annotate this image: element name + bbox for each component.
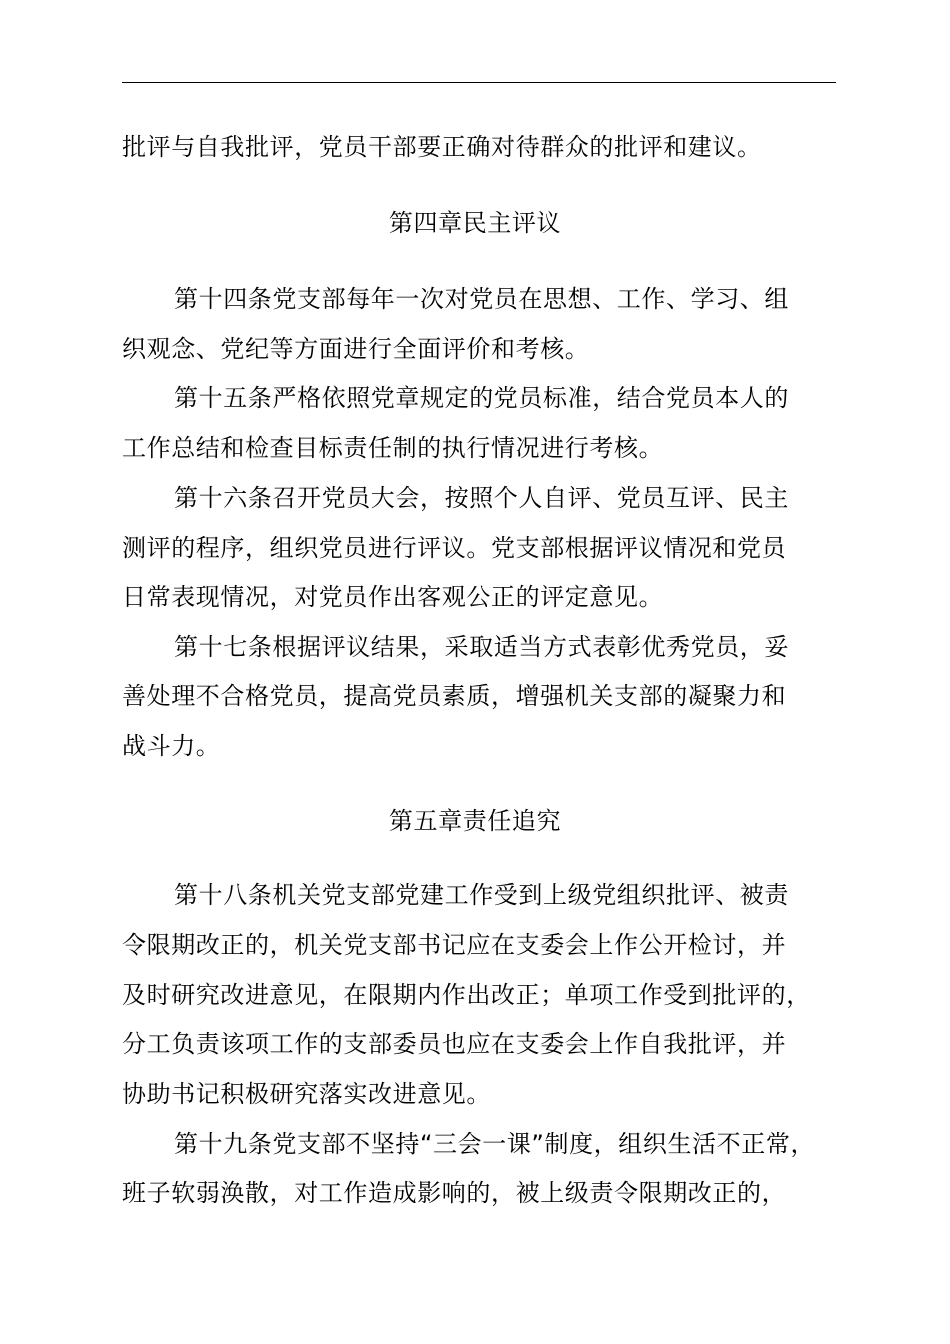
article-18-line-1: 第十八条机关党支部党建工作受到上级党组织批评、被责: [174, 881, 789, 909]
article-15-line-1: 第十五条严格依照党章规定的党员标准，结合党员本人的: [174, 384, 789, 412]
article-17-line-2: 善处理不合格党员，提高党员素质，增强机关支部的凝聚力和: [122, 682, 787, 710]
chapter-heading-4: 第四章民主评议: [388, 209, 562, 237]
article-16-line-1: 第十六条召开党员大会，按照个人自评、党员互评、民主: [174, 484, 789, 512]
text-line: 批评与自我批评，党员干部要正确对待群众的批评和建议。: [122, 133, 762, 161]
article-19-line-1: 第十九条党支部不坚持“三会一课”制度，组织生活不正常，: [174, 1130, 816, 1158]
chapter-heading-5: 第五章责任追究: [388, 807, 562, 835]
article-18-line-3: 及时研究改进意见，在限期内作出改正；单项工作受到批评的，: [122, 981, 811, 1009]
article-14-line-2: 织观念、党纪等方面进行全面评价和考核。: [122, 335, 590, 363]
header-rule: [122, 82, 836, 83]
article-18-line-2: 令限期改正的，机关党支部书记应在支委会上作公开检讨，并: [122, 931, 787, 959]
article-16-line-3: 日常表现情况，对党员作出客观公正的评定意见。: [122, 583, 664, 611]
article-18-line-5: 协助书记积极研究落实改进意见。: [122, 1080, 491, 1108]
article-19-line-2: 班子软弱涣散，对工作造成影响的，被上级责令限期改正的，: [122, 1179, 787, 1207]
article-17-line-3: 战斗力。: [122, 732, 221, 760]
article-15-line-2: 工作总结和检查目标责任制的执行情况进行考核。: [122, 434, 664, 462]
article-14-line-1: 第十四条党支部每年一次对党员在思想、工作、学习、组: [174, 285, 789, 313]
article-17-line-1: 第十七条根据评议结果，采取适当方式表彰优秀党员，妥: [174, 633, 789, 661]
article-18-line-4: 分工负责该项工作的支部委员也应在支委会上作自我批评，并: [122, 1030, 787, 1058]
article-16-line-2: 测评的程序，组织党员进行评议。党支部根据评议情况和党员: [122, 534, 787, 562]
